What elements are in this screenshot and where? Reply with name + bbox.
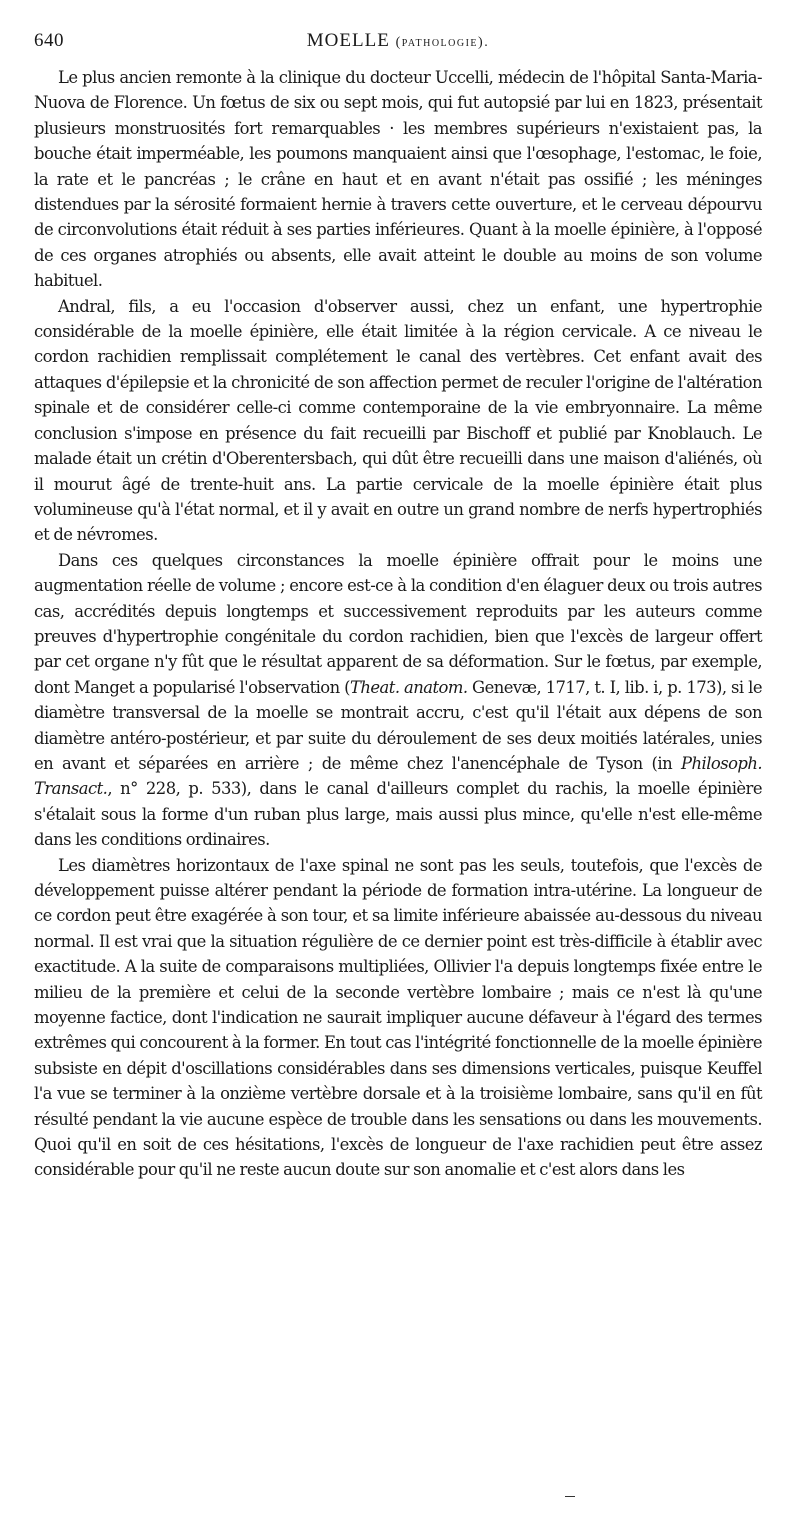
footer-mark bbox=[565, 1496, 575, 1497]
running-title-sub: (pathologie). bbox=[395, 35, 490, 50]
running-title-main: MOELLE bbox=[306, 30, 390, 51]
paragraph-4: Les diamètres horizontaux de l'axe spinal ne sont pas les seuls, toutefois, que l'excès de développement puisse altérer pendant la période de formation intra-utérine. La longueur de ce cordon peut être exagérée à son tour, et sa limite inférieure abaissée au-dessous du niveau normal. Il est vrai que la situation régulière de ce dernier point est très-difficile à établir avec exactitude. A la suite de comparaisons multipliées, Ollivier l'a depuis longtemps fixée entre le milieu de la première et celui de la seconde vertèbre lombaire ; mais ce n'est là qu'une moyenne factice, dont l'indication ne saurait impliquer aucune défaveur à l'égard des termes extrêmes qui concourent à la former. En tout cas l'intégrité fonctionnelle de la moelle épinière subsiste en dépit d'oscillations considérables dans ses dimensions verticales, puisque Keuffel l'a vue se terminer à la onzième vertèbre dorsale et à la troisième lombaire, sans qu'il en fût résulté pendant la vie aucune espèce de trouble dans les sensations ou dans les mouvements. Quoi qu'il en soit de ces hésitations, l'excès de longueur de l'axe rachidien peut être assez considérable pour qu'il ne reste aucun doute sur son anomalie et c'est alors dans les bbox=[34, 855, 762, 1180]
running-header bbox=[34, 30, 762, 58]
body-text bbox=[34, 65, 762, 1183]
paragraph-3 bbox=[34, 548, 762, 853]
page bbox=[34, 30, 762, 1183]
citation-philosoph-transact: Philosoph. Transact. bbox=[34, 753, 762, 799]
paragraph-3-part-1: Dans ces quelques circonstances la moelle épinière offrait pour le moins une augmentation réelle de volume ; encore est-ce à la condition d'en élaguer deux ou trois autres cas, accrédités depuis longtemps et successivement reproduits par les auteurs comme preuves d'hypertrophie congénitale du cordon rachidien, bien que l'excès de largeur offert par cet organe n'y fût que le résultat apparent de sa déformation. Sur le fœtus, par exemple, dont Manget a popularisé l'observation ( bbox=[34, 550, 762, 697]
page-number: 640 bbox=[34, 30, 64, 51]
running-title bbox=[34, 30, 762, 52]
paragraph-3-part-3: , n° 228, p. 533), dans le canal d'ailleurs complet du rachis, la moelle épinière s'étalait sous la forme d'un ruban plus large, mais aussi plus mince, qu'elle n'est elle-même dans les conditions ordinaires. bbox=[34, 779, 762, 850]
paragraph-2: Andral, fils, a eu l'occasion d'observer aussi, chez un enfant, une hypertrophie considérable de la moelle épinière, elle était limitée à la région cervicale. A ce niveau le cordon rachidien remplissait complétement le canal des vertèbres. Cet enfant avait des attaques d'épilepsie et la chronicité de son affection permet de reculer l'origine de l'altération spinale et de considérer celle-ci comme contemporaine de la vie embryonnaire. La même conclusion s'impose en présence du fait recueilli par Bischoff et publié par Knoblauch. Le malade était un crétin d'Oberentersbach, qui dût être recueilli dans une maison d'aliénés, où il mourut âgé de trente-huit ans. La partie cervicale de la moelle épinière était plus volumineuse qu'à l'état normal, et il y avait en outre un grand nombre de nerfs hypertrophiés et de névromes. bbox=[34, 296, 762, 545]
citation-theat-anatom: Theat. anatom. bbox=[350, 677, 468, 697]
paragraph-3-part-2: Genevæ, 1717, t. I, lib. i, p. 173), si le diamètre transversal de la moelle se montrait accru, c'est qu'il l'était aux dépens de son diamètre antéro-postérieur, et par suite du déroulement de ses deux moitiés latérales, unies en avant et séparées en arrière ; de même chez l'anencéphale de Tyson (in bbox=[34, 677, 762, 773]
paragraph-1: Le plus ancien remonte à la clinique du docteur Uccelli, médecin de l'hôpital Santa-Maria-Nuova de Florence. Un fœtus de six ou sept mois, qui fut autopsié par lui en 1823, présentait plusieurs monstruosités fort remarquables · les membres supérieurs n'existaient pas, la bouche était imperméable, les poumons manquaient ainsi que l'œsophage, l'estomac, le foie, la rate et le pancréas ; le crâne en haut et en avant n'était pas ossifié ; les méninges distendues par la sérosité formaient hernie à travers cette ouverture, et le cerveau dépourvu de circonvolutions était réduit à ses parties inférieures. Quant à la moelle épinière, à l'opposé de ces organes atrophiés ou absents, elle avait atteint le double au moins de son volume habituel. bbox=[34, 68, 762, 291]
